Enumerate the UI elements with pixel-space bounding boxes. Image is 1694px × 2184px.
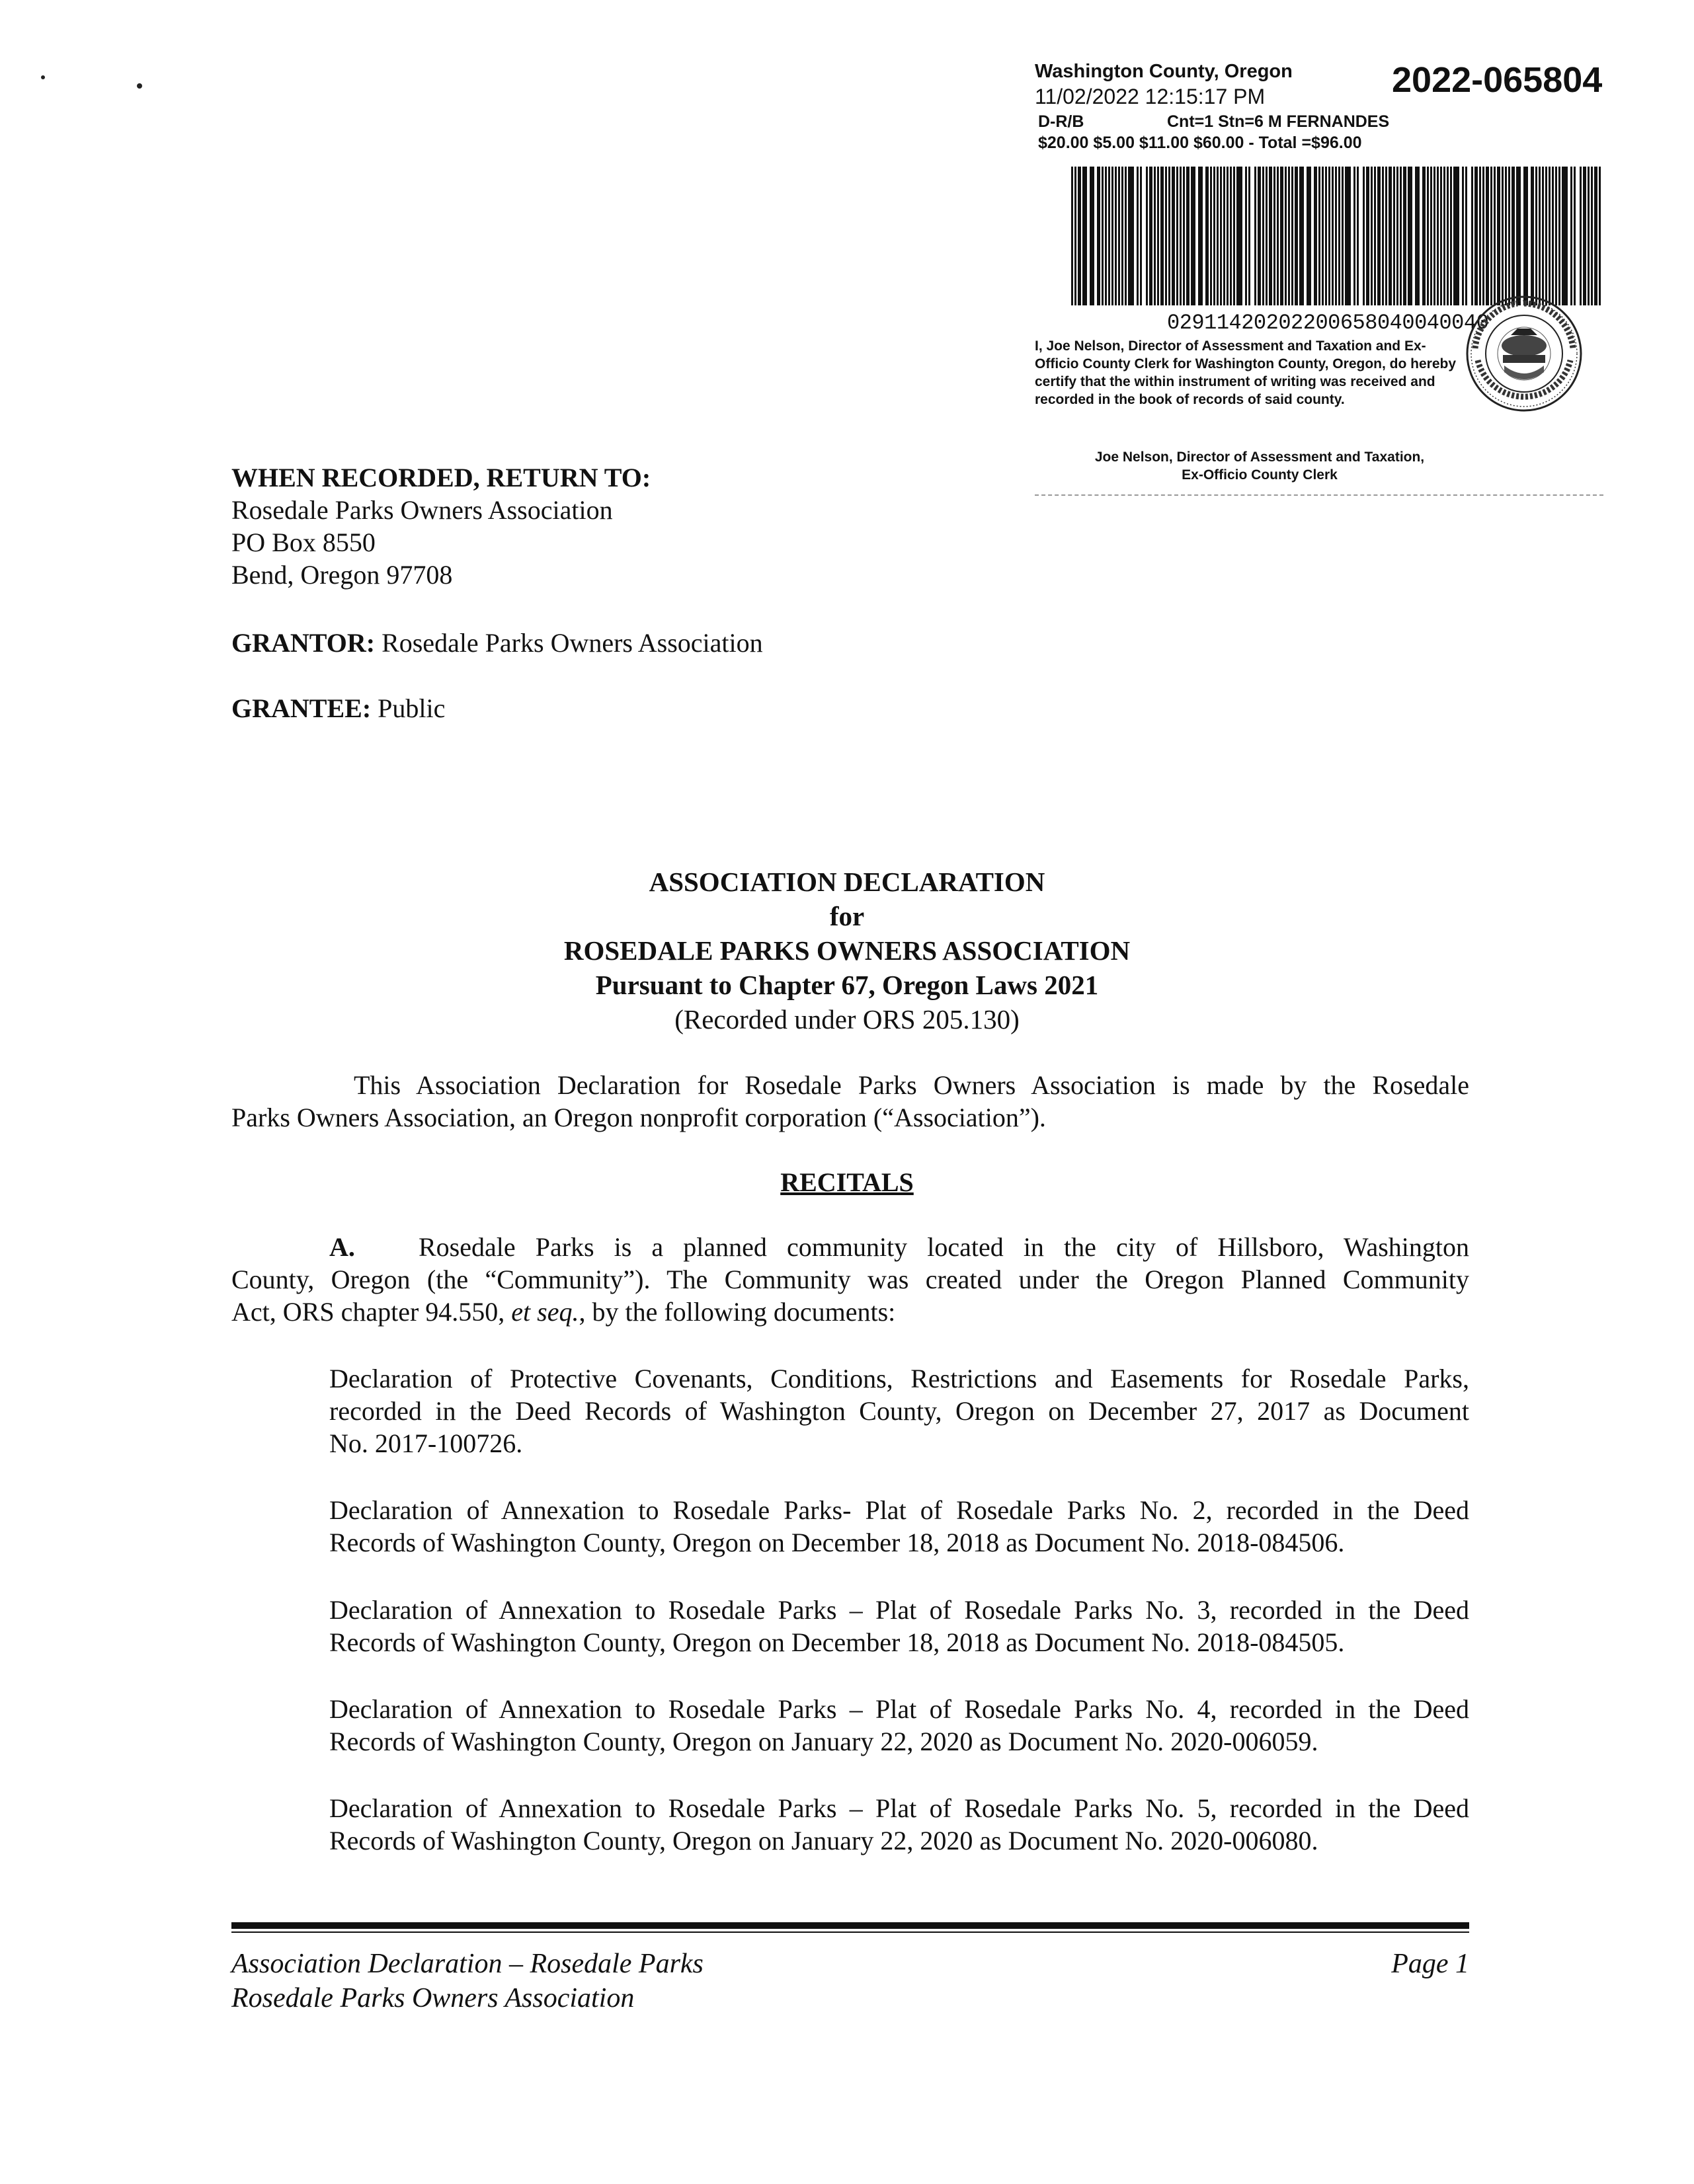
recital-a-line3-em: et seq. [511, 1297, 579, 1327]
document-item [329, 1792, 1469, 1857]
grantor-value: Rosedale Parks Owners Association [375, 628, 763, 658]
stamp-dashed-line [1035, 494, 1603, 496]
stamp-code: D-R/B [1038, 112, 1084, 131]
recital-a-line3-post: , by the following documents: [579, 1297, 896, 1327]
grantee-line [231, 692, 445, 724]
recital-a-line1 [231, 1231, 1469, 1263]
document-item [329, 1362, 1469, 1460]
recital-a-line1-text: Rosedale Parks is a planned community located in the city of Hillsboro, Washington [419, 1232, 1469, 1262]
grantor-line [231, 627, 763, 659]
intro-line1: This Association Declaration for Rosedale Parks Owners Association is made by the Rosedale [354, 1070, 1469, 1100]
stamp-count-station: Cnt=1 Stn=6 M FERNANDES [1167, 112, 1390, 131]
document-item [329, 1594, 1469, 1658]
scan-speck [41, 75, 45, 79]
barcode-number: 02911420202200658040040040 [1167, 311, 1489, 335]
recital-a-line3 [231, 1297, 895, 1327]
signer-line1: Joe Nelson, Director of Assessment and Taxation, [1094, 449, 1425, 465]
certification-text: I, Joe Nelson, Director of Assessment and Taxation and Ex-Officio County Clerk for Washington County, Oregon, do hereby certify that the within instrument of writing was received and recorded in the book of records of said county. [1035, 338, 1457, 407]
document-line: Declaration of Protective Covenants, Conditions, Restrictions and Easements for Rosedale Parks, [329, 1364, 1469, 1393]
footer-page-number: Page 1 [1391, 1949, 1469, 1979]
recital-a-paragraph [231, 1231, 1469, 1328]
grantor-label: GRANTOR: [231, 628, 376, 658]
document-line: Declaration of Annexation to Rosedale Parks – Plat of Rosedale Parks No. 5, recorded in the Deed [329, 1793, 1469, 1823]
recital-a-line2: County, Oregon (the “Community”). The Community was created under the Oregon Planned Community [231, 1265, 1469, 1294]
footer-rule-thick [231, 1922, 1469, 1929]
signer-line2: Ex-Officio County Clerk [1182, 467, 1338, 483]
document-item [329, 1494, 1469, 1559]
signer-block [1055, 448, 1465, 484]
stamp-datetime: 11/02/2022 12:15:17 PM [1035, 85, 1266, 108]
document-line: Declaration of Annexation to Rosedale Parks – Plat of Rosedale Parks No. 4, recorded in the Deed [329, 1694, 1469, 1724]
title-line2: for [829, 901, 865, 931]
document-line: Records of Washington County, Oregon on January 22, 2020 as Document No. 2020-006080. [329, 1826, 1318, 1855]
return-to-line2: PO Box 8550 [231, 527, 376, 557]
recital-a-label: A. [329, 1232, 355, 1262]
document-item [329, 1693, 1469, 1758]
title-line5: (Recorded under ORS 205.130) [674, 1004, 1020, 1034]
footer-rule-thin [231, 1931, 1469, 1933]
document-line: Declaration of Annexation to Rosedale Parks – Plat of Rosedale Parks No. 3, recorded in the Deed [329, 1595, 1469, 1625]
recording-stamp [1035, 53, 1603, 483]
document-number: 2022-065804 [1392, 60, 1603, 100]
recitals-heading: RECITALS [780, 1167, 914, 1197]
document-line: Records of Washington County, Oregon on January 22, 2020 as Document No. 2020-006059. [329, 1727, 1318, 1756]
document-line: No. 2017-100726. [329, 1428, 523, 1458]
document-line: Records of Washington County, Oregon on December 18, 2018 as Document No. 2018-084506. [329, 1528, 1345, 1557]
intro-paragraph [231, 1069, 1469, 1134]
scan-speck [137, 83, 142, 89]
grantee-value: Public [371, 693, 446, 723]
document-line: Records of Washington County, Oregon on December 18, 2018 as Document No. 2018-084505. [329, 1627, 1345, 1657]
intro-line2: Parks Owners Association, an Oregon nonprofit corporation (“Association”). [231, 1103, 1046, 1132]
document-line: Declaration of Annexation to Rosedale Parks- Plat of Rosedale Parks No. 2, recorded in the Deed [329, 1495, 1469, 1525]
county-seal-icon [1465, 294, 1584, 413]
document-line: recorded in the Deed Records of Washington County, Oregon on December 27, 2017 as Document [329, 1396, 1469, 1426]
stamp-county: Washington County, Oregon [1035, 61, 1293, 82]
barcode [1071, 167, 1603, 305]
stamp-fees: $20.00 $5.00 $11.00 $60.00 - Total =$96.00 [1038, 134, 1362, 152]
footer-left-line1: Association Declaration – Rosedale Parks [231, 1949, 704, 1979]
grantee-label: GRANTEE: [231, 693, 372, 723]
title-line3: ROSEDALE PARKS OWNERS ASSOCIATION [563, 935, 1131, 966]
footer-left-line2: Rosedale Parks Owners Association [231, 1983, 635, 2013]
title-line4: Pursuant to Chapter 67, Oregon Laws 2021 [595, 970, 1099, 1000]
recital-a-line3-pre: Act, ORS chapter 94.550, [231, 1297, 512, 1327]
title-line1: ASSOCIATION DECLARATION [649, 867, 1045, 897]
return-to-line1: Rosedale Parks Owners Association [231, 495, 613, 525]
return-to-label: WHEN RECORDED, RETURN TO: [231, 463, 651, 492]
return-to-line3: Bend, Oregon 97708 [231, 560, 453, 590]
